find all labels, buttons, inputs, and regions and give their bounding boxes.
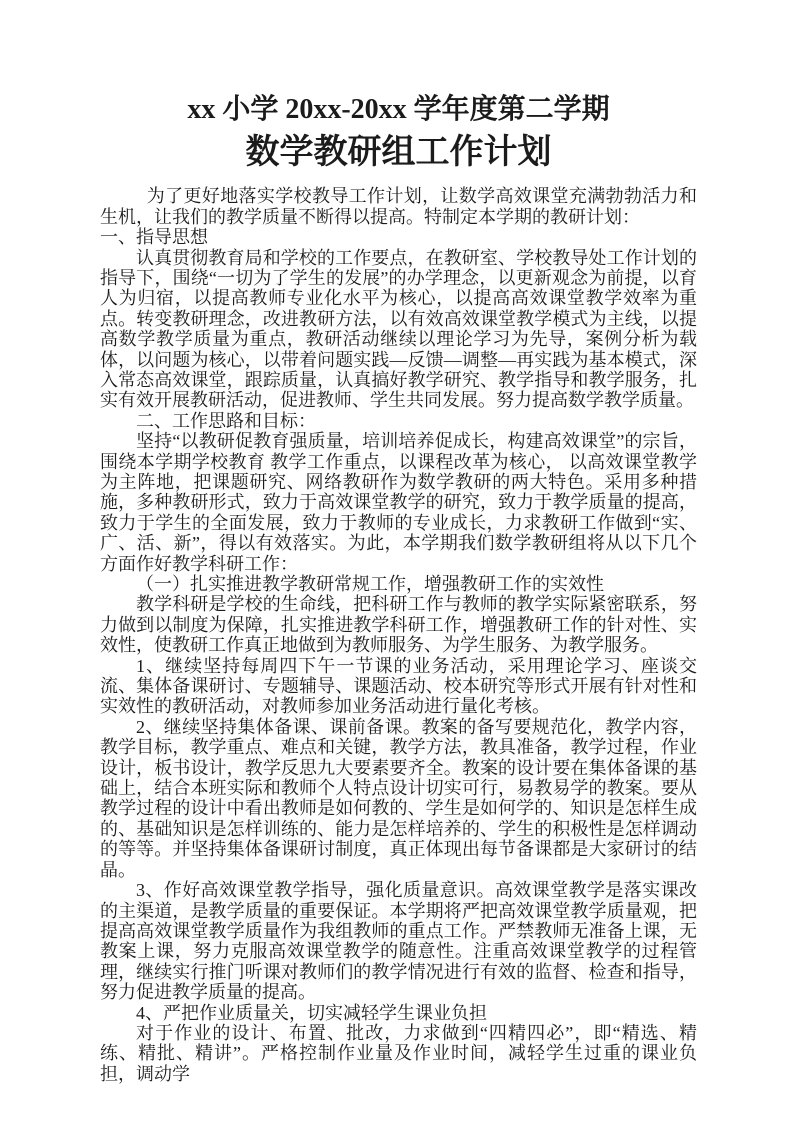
- section-heading-work-goals: 二、工作思路和目标：: [136, 410, 316, 431]
- intro-paragraph: 为了更好地落实学校教导工作计划，让数学高效课堂充满勃勃活力和生机，让我们的教学质量不断得以提高。特制定本学期的教研计划：: [100, 186, 697, 227]
- list-item-2-lesson-preparation: 2、继续坚持集体备课、课前备课。教案的备写要规范化，教学内容，教学目标，教学重点、难点和关键，教学方法，教具准备，教学过程，作业设计，板书设计，教学反思九大要素要齐全。教案的设计要在集体备课的基础上，结合本班实际和教师个人特点设计切实可行，易教易学的教案。要从教学过程的设计中看出教师是如何教的、学生是如何学的、知识是怎样生成的、基础知识是怎样训练的、能力是怎样培养的、学生的积极性是怎样调动的等等。并坚持集体备课研讨制度，真正体现出每节备课都是大家研讨的结晶。: [100, 716, 697, 880]
- paragraph-guiding-ideology: 认真贯彻教育局和学校的工作要点，在教研室、学校教导处工作计划的指导下，围绕“一切为了学生的发展”的办学理念，以更新观念为前提，以育人为归宿，以提高教师专业化水平为核心，以提高高效课堂教学效率为重点。转变教研理念，改进教研方法，以有效高效课堂教学模式为主线，以提高数学教学质量为重点，教研活动继续以理论学习为先导，案例分析为载体，以问题为核心，以带着问题实践—反馈—调整—再实践为基本模式，深入常态高效课堂，跟踪质量，认真搞好教学研究、教学指导和教学服务，扎实有效开展教研活动，促进教师、学生共同发展。努力提高数学教学质量。: [100, 247, 697, 411]
- paragraph-routine-work: 教学科研是学校的生命线，把科研工作与教师的教学实际紧密联系，努力做到以制度为保障，扎实推进教学科研工作，增强教研工作的针对性、实效性，使教研工作真正地做到为教师服务、为学生服务、为教学服务。: [100, 594, 697, 656]
- subsection-heading-routine-work: （一）扎实推进教学教研常规工作，增强教研工作的实效性: [136, 574, 604, 594]
- document-title-line-1: xx 小学 20xx-20xx 学年度第二学期: [187, 94, 610, 125]
- paragraph-work-goals: 坚持“以教研促教育强质量，培训培养促成长，构建高效课堂”的宗旨，围绕本学期学校教育 教学工作重点，以课程改革为核心， 以高效课堂教学为主阵地，把课题研究、网络教研作为数学教研的两大特色。采用多种措施，多种教研形式，致力于高效课堂教学的研究，致力于教学质量的提高，致力于学生的全面发展，致力于教师的专业成长，力求教研工作做到“实、广、活、新”，得以有效落实。为此，本学期我们数学教研组将从以下几个方面作好教学科研工作：: [100, 431, 697, 574]
- section-heading-guiding-ideology: 一、指导思想: [100, 227, 208, 248]
- list-item-4-homework-quality: 4、严把作业质量关，切实减轻学生课业负担: [136, 1002, 487, 1023]
- list-item-1-business-activities: 1、继续坚持每周四下午一节课的业务活动，采用理论学习、座谈交流、集体备课研讨、专题辅导、课题活动、校本研究等形式开展有针对性和实效性的教研活动，对教师参加业务活动进行量化考核。: [100, 655, 697, 717]
- document-title-line-2: 数学教研组工作计划: [245, 134, 552, 172]
- paragraph-homework-detail: 对于作业的设计、布置、批改，力求做到“四精四必”，即“精选、精练、精批、精讲”。严格控制作业量及作业时间，减轻学生过重的课业负担，调动学: [100, 1022, 697, 1084]
- list-item-3-classroom-guidance: 3、作好高效课堂教学指导，强化质量意识。高效课堂教学是落实课改的主渠道，是教学质量的重要保证。本学期将严把高效课堂教学质量观，把提高高效课堂教学质量作为我组教师的重点工作。严禁教师无准备上课，无教案上课，努力克服高效课堂教学的随意性。注重高效课堂教学的过程管理，继续实行推门听课对教师们的教学情况进行有效的监督、检查和指导，努力促进教学质量的提高。: [100, 880, 697, 1003]
